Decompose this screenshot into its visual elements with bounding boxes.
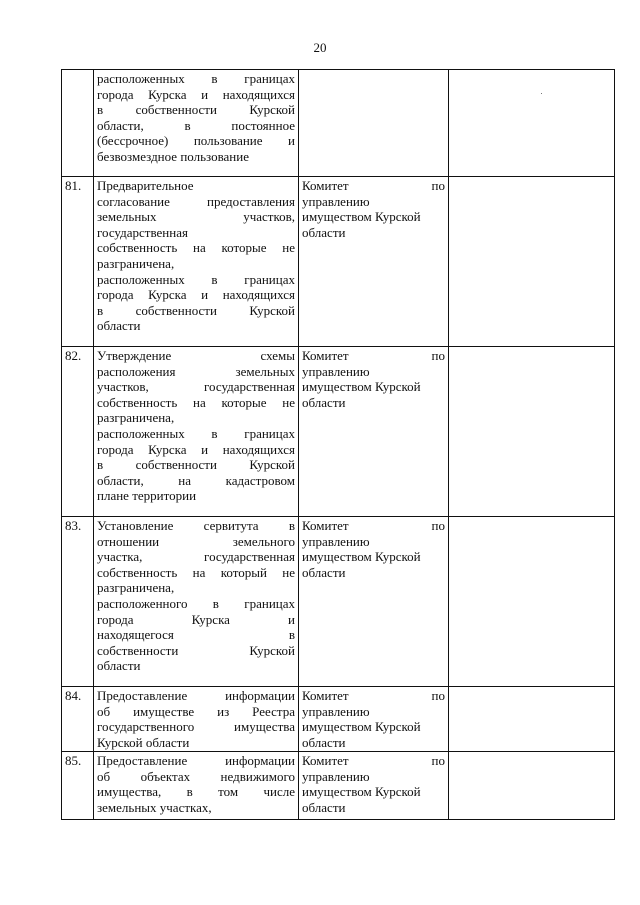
service-name-line: города Курска и находящихся [97, 287, 295, 303]
service-name-cell [94, 70, 299, 177]
service-name-line: собственность на которые не [97, 394, 295, 410]
service-name-line: Предварительное [97, 178, 194, 193]
service-name-line: государственная [97, 224, 188, 240]
responsible-body-line: имуществом Курской [302, 784, 421, 800]
service-name-line: собственности Курской [97, 642, 295, 658]
responsible-body-line: имуществом Курской [302, 209, 421, 225]
page-number: 20 [313, 40, 327, 55]
service-name-line: области [97, 318, 141, 334]
service-name-cell [94, 177, 299, 347]
responsible-body-line: Комитет по [302, 518, 445, 533]
service-name-line: безвозмездное пользование [97, 148, 249, 164]
service-name-line: расположенных в границах [97, 271, 295, 287]
row-number [62, 70, 94, 177]
service-name-line: города Курска и [97, 611, 295, 627]
service-name-line: Курской области [97, 734, 190, 750]
responsible-body-cell [299, 687, 449, 752]
service-name-line: расположенных в границах [97, 71, 295, 86]
service-name-cell [94, 517, 299, 687]
responsible-body-line: имуществом Курской [302, 379, 421, 395]
responsible-body-cell [299, 347, 449, 517]
responsible-body-cell [299, 517, 449, 687]
service-name-line: плане территории [97, 488, 197, 504]
service-name-line: Установление сервитута в [97, 518, 295, 533]
service-name-line: разграничена, [97, 410, 175, 426]
row-number: 85. [62, 752, 94, 820]
service-name-line: расположения земельных [97, 363, 295, 379]
service-name-line: имущества, в том числе [97, 784, 295, 800]
responsible-body-line: управлению [302, 768, 370, 784]
service-name-line: в собственности Курской [97, 457, 295, 473]
extra-cell [449, 687, 615, 752]
responsible-body-line: области [302, 394, 346, 410]
responsible-body-line: Комитет по [302, 688, 445, 703]
row-number: 81. [62, 177, 94, 347]
responsible-body-line: Комитет по [302, 348, 445, 363]
table-row [62, 517, 615, 687]
responsible-body-cell [299, 70, 449, 177]
service-name-line: отношении земельного [97, 533, 295, 549]
service-name-line: находящегося в [97, 627, 295, 643]
service-name-line: разграничена, [97, 255, 175, 271]
row-number: 82. [62, 347, 94, 517]
service-name-line: об имуществе из Реестра [97, 703, 295, 719]
row-number: 83. [62, 517, 94, 687]
service-name-cell [94, 687, 299, 752]
services-table [61, 69, 615, 820]
service-name-line: области [97, 658, 141, 674]
responsible-body-line: области [302, 734, 346, 750]
responsible-body-line: управлению [302, 193, 370, 209]
responsible-body-line: управлению [302, 703, 370, 719]
responsible-body-cell [299, 177, 449, 347]
extra-cell [449, 517, 615, 687]
responsible-body-line: Комитет по [302, 753, 445, 768]
service-name-cell [94, 752, 299, 820]
table-row [62, 70, 615, 177]
service-name-line: об объектах недвижимого [97, 768, 295, 784]
responsible-body-cell [299, 752, 449, 820]
responsible-body-line: области [302, 799, 346, 815]
responsible-body-line: области [302, 564, 346, 580]
service-name-line: собственность на которые не [97, 240, 295, 256]
row-number: 84. [62, 687, 94, 752]
service-name-line: земельных участков, [97, 209, 295, 225]
responsible-body-line: Комитет по [302, 178, 445, 193]
table-row [62, 347, 615, 517]
service-name-line: согласование предоставления [97, 193, 295, 209]
responsible-body-line: управлению [302, 533, 370, 549]
service-name-line: области, на кадастровом [97, 472, 295, 488]
service-name-line: земельных участках, [97, 799, 212, 815]
responsible-body-line: имуществом Курской [302, 549, 421, 565]
table-row [62, 687, 615, 752]
service-name-line: (бессрочное) пользование и [97, 133, 295, 149]
extra-cell [449, 70, 615, 177]
service-name-line: области, в постоянное [97, 117, 295, 133]
responsible-body-line: области [302, 224, 346, 240]
responsible-body-line: управлению [302, 363, 370, 379]
service-name-line: в собственности Курской [97, 302, 295, 318]
responsible-body-line: имуществом Курской [302, 719, 421, 735]
service-name-line: Утверждение схемы [97, 348, 295, 363]
service-name-line: расположенных в границах [97, 425, 295, 441]
service-name-cell [94, 347, 299, 517]
extra-cell [449, 752, 615, 820]
service-name-line: расположенного в границах [97, 595, 295, 611]
service-name-line: города Курска и находящихся [97, 86, 295, 102]
service-name-line: Предоставление информации [97, 753, 295, 768]
table-row [62, 752, 615, 820]
service-name-line: разграничена, [97, 580, 175, 596]
service-name-line: города Курска и находящихся [97, 441, 295, 457]
service-name-line: собственность на который не [97, 564, 295, 580]
service-name-line: Предоставление информации [97, 688, 295, 703]
table-row [62, 177, 615, 347]
service-name-line: участка, государственная [97, 549, 295, 565]
service-name-line: государственного имущества [97, 719, 295, 735]
service-name-line: в собственности Курской [97, 102, 295, 118]
extra-cell [449, 347, 615, 517]
services-table-body [62, 70, 615, 820]
service-name-line: участков, государственная [97, 379, 295, 395]
extra-cell [449, 177, 615, 347]
